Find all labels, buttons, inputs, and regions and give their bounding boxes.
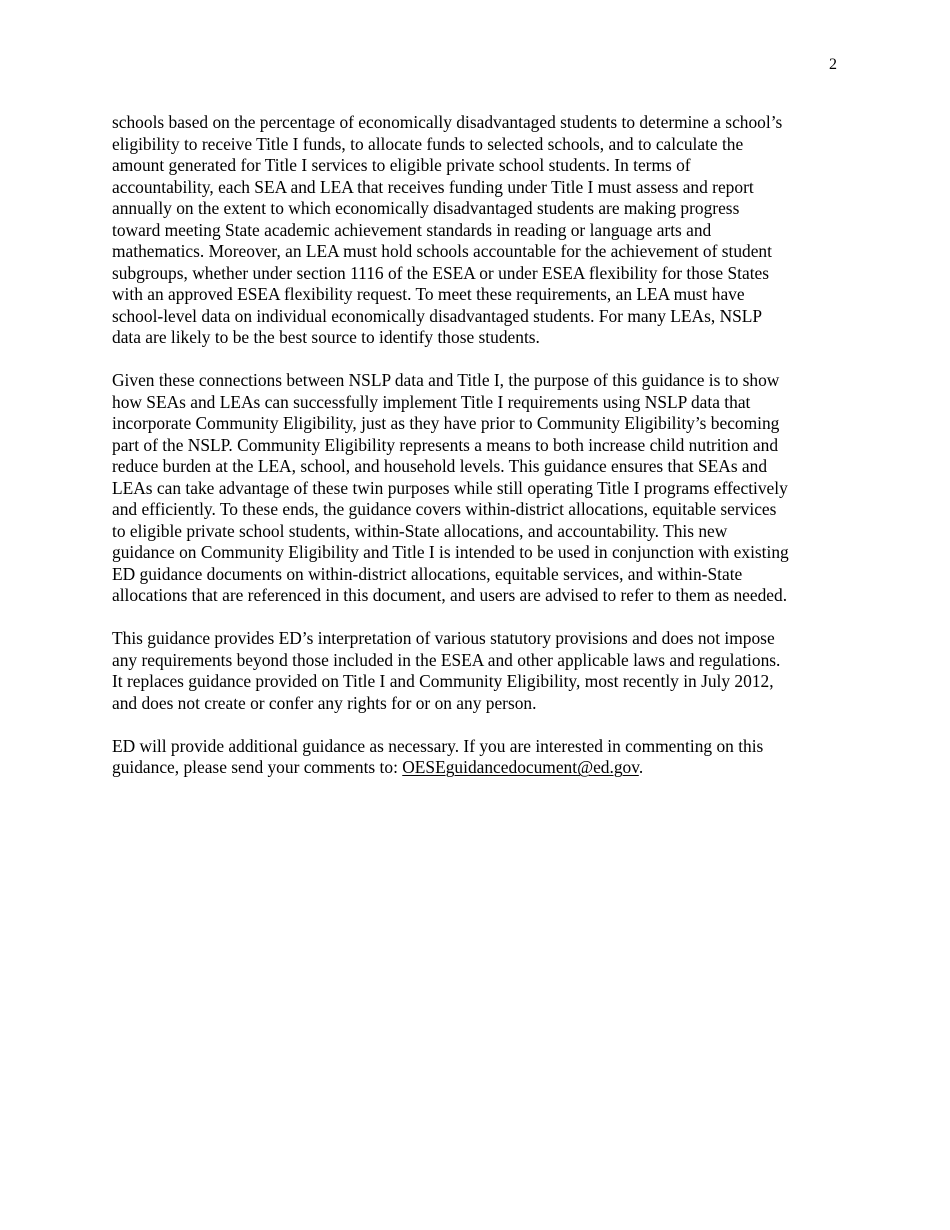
comments-text: ED will provide additional guidance as necessary. If you are interested in commenting on this guidance, please send your comments to: [112,735,764,777]
paragraph-interpretation-disclaimer: This guidance provides ED’s interpretation of various statutory provisions and does not impose any requirements beyond those included in the ESEA and other applicable laws and regulations. It replaces guidance provided on Title I and Community Eligibility, most recently in July 2012, and does not create or confer any rights for or on any person. [112,628,781,713]
page-number: 2 [829,56,837,73]
paragraph-comments-contact [112,736,840,779]
email-link[interactable]: OESEguidancedocument@ed.gov [402,757,639,777]
comments-period: . [638,757,644,777]
paragraph-eligibility-accountability: schools based on the percentage of economically disadvantaged students to determine a school’s eligibility to receive Title I funds, to allocate funds to selected schools, and to calculate the amount generated for Title I services to eligible private school students. In terms of accountability, each SEA and LEA that receives funding under Title I must assess and report annually on the extent to which economically disadvantaged students are making progress toward meeting State academic achievement standards in reading or language arts and mathematics. Moreover, an LEA must hold schools accountable for the achievement of student subgroups, whether under section 1116 of the ESEA or under ESEA flexibility for those States with an approved ESEA flexibility request. To meet these requirements, an LEA must have school-level data on individual economically disadvantaged students. For many LEAs, NSLP data are likely to be the best source to identify those students. [112,112,783,347]
document-body [112,112,840,800]
paragraph-guidance-purpose: Given these connections between NSLP data and Title I, the purpose of this guidance is to show how SEAs and LEAs can successfully implement Title I requirements using NSLP data that incorporate Community Eligibility, just as they have prior to Community Eligibility’s becoming part of the NSLP. Community Eligibility represents a means to both increase child nutrition and reduce burden at the LEA, school, and household levels. This guidance ensures that SEAs and LEAs can take advantage of these twin purposes while still operating Title I programs effectively and efficiently. To these ends, the guidance covers within-district allocations, equitable services to eligible private school students, within-State allocations, and accountability. This new guidance on Community Eligibility and Title I is intended to be used in conjunction with existing ED guidance documents on within-district allocations, equitable services, and within-State allocations that are referenced in this document, and users are advised to refer to them as needed. [112,370,789,605]
